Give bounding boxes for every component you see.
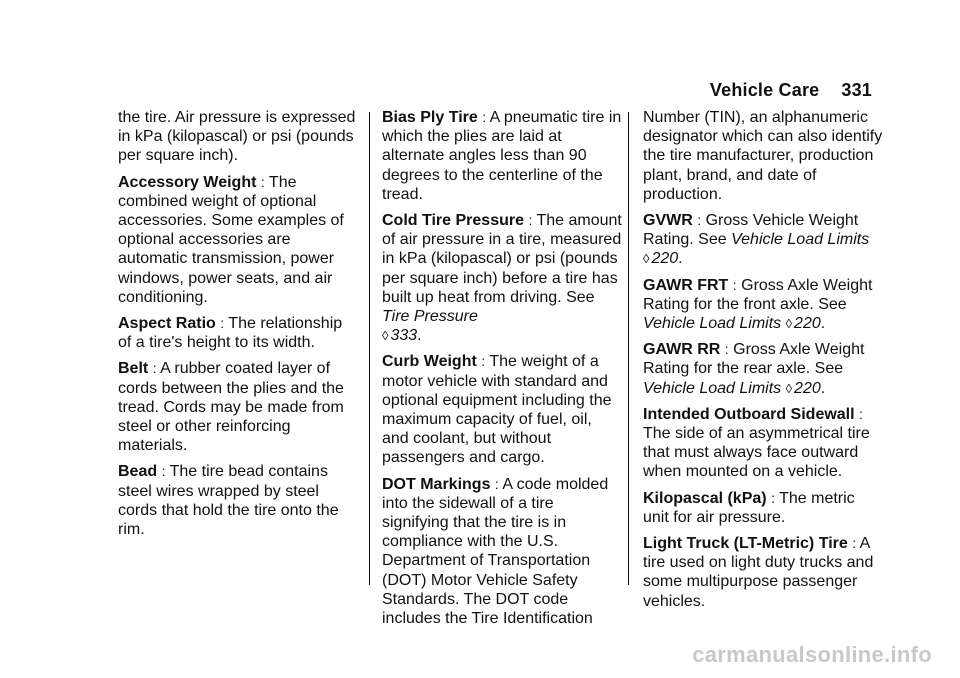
page-reference[interactable]: 220 [651, 250, 679, 268]
glossary-definition: A pneumatic tire in which the plies are laid at alternate angles less than 90 degrees to the centerline of the tread. [382, 109, 622, 203]
glossary-definition: The combined weight of optional accessories. Some examples of optional accessories are automatic transmission, power windows, power seats, and air conditioning. [118, 173, 344, 306]
page-ref-arrow-icon: ◊ [785, 316, 793, 332]
glossary-entry: Cold Tire Pressure : The amount of air pressure in a tire, measured in kPa (kilopascal) or psi (pounds per square inch) before a tire has built up heat from driving. See Tire Pressure ◊ 333. [382, 212, 622, 345]
glossary-definition: Gross Axle Weight Rating for the front axle. See [643, 276, 873, 313]
cross-reference-link[interactable]: Vehicle Load Limits [643, 379, 782, 397]
glossary-definition: The weight of a motor vehicle with standard and optional equipment including the maximum capacity of fuel, oil, and coolant, but without passengers and cargo. [382, 353, 612, 467]
column-1 [118, 108, 358, 546]
glossary-term: GAWR RR [643, 341, 721, 359]
column-divider-2 [628, 112, 629, 585]
glossary-entry: Curb Weight : The weight of a motor vehicle with standard and optional equipment including the maximum capacity of fuel, oil, and coolant, but without passengers and cargo. [382, 353, 612, 467]
glossary-term: Light Truck (LT-Metric) Tire [643, 535, 848, 553]
page-reference[interactable]: 220 [794, 315, 821, 333]
glossary-definition: Gross Axle Weight Rating for the rear axle. See [643, 341, 865, 378]
page-reference[interactable]: 220 [794, 379, 821, 397]
glossary-definition: The side of an asymmetrical tire that must always face outward when mounted on a vehicle. [643, 425, 870, 481]
glossary-definition: The tire bead contains steel wires wrapped by steel cords that hold the tire onto the rim. [118, 463, 339, 539]
glossary-definition: A rubber coated layer of cords between the plies and the tread. Cords may be made from steel or other reinforcing materials. [118, 360, 344, 455]
glossary-definition: The amount of air pressure in a tire, measured in kPa (kilopascal) or psi (pounds per square inch) before a tire has built up heat from driving. See [382, 212, 622, 306]
glossary-term: Bead [118, 463, 158, 481]
glossary-term: DOT Markings [382, 475, 491, 493]
glossary-term: Kilopascal (kPa) [643, 489, 767, 507]
glossary-entry: Kilopascal (kPa) : The metric unit for air pressure. [643, 489, 855, 526]
page-header [710, 80, 872, 101]
column-divider-1 [369, 112, 370, 585]
page-ref-arrow-icon: ◊ [785, 380, 793, 396]
glossary-term: Aspect Ratio [118, 315, 216, 333]
glossary-entry: Belt : A rubber coated layer of cords between the plies and the tread. Cords may be made from steel or other reinforcing materials. [118, 360, 344, 455]
cross-reference-link[interactable]: Vehicle Load Limits [643, 315, 782, 333]
glossary-entry: Intended Outboard Sidewall : The side of an asymmetrical tire that must always face outward when mounted on a vehicle. [643, 405, 870, 481]
glossary-term: GAWR FRT [643, 276, 729, 294]
glossary-term: Bias Ply Tire [382, 109, 478, 126]
continued-text: Number (TIN), an alphanumeric designator which can also identify the tire manufacturer, production plant, brand, and date of production. [643, 109, 883, 203]
glossary-definition: Gross Vehicle Weight Rating. See [643, 212, 859, 249]
page-number: 331 [841, 80, 872, 100]
glossary-entry: GVWR : Gross Vehicle Weight Rating. See Vehicle Load Limits ◊ 220. [643, 212, 870, 268]
glossary-term: Cold Tire Pressure [382, 212, 524, 230]
cross-reference-link[interactable]: Vehicle Load Limits [731, 231, 870, 249]
glossary-definition: A code molded into the sidewall of a tire signifying that the tire is in compliance with the U.S. Department of Transportation (DOT) Motor Vehicle Safety Standards. The DOT code includes the Tire Identification [382, 475, 609, 628]
continued-text: the tire. Air pressure is expressed in kPa (kilopascal) or psi (pounds per square inch). [118, 109, 356, 165]
glossary-entry: Bead : The tire bead contains steel wires wrapped by steel cords that hold the tire onto the rim. [118, 463, 339, 539]
glossary-entry: DOT Markings : A code molded into the sidewall of a tire signifying that the tire is in compliance with the U.S. Department of Transportation (DOT) Motor Vehicle Safety Standards. The DOT code includes the Tire Identification [382, 475, 609, 628]
page-ref-arrow-icon: ◊ [382, 328, 389, 344]
glossary-entry: GAWR RR : Gross Axle Weight Rating for the rear axle. See Vehicle Load Limits ◊ 220. [643, 341, 865, 397]
column-2 [382, 108, 622, 635]
page-ref-arrow-icon: ◊ [643, 251, 650, 267]
section-title: Vehicle Care [709, 80, 820, 100]
glossary-term: Belt [118, 360, 149, 378]
glossary-definition: The metric unit for air pressure. [643, 489, 855, 526]
glossary-definition: The relationship of a tire's height to its width. [118, 315, 343, 352]
glossary-entry: Light Truck (LT-Metric) Tire : A tire used on light duty trucks and some multipurpose passenger vehicles. [643, 535, 874, 610]
cross-reference-link[interactable]: Tire Pressure [382, 308, 478, 326]
column-3 [643, 108, 883, 618]
glossary-term: Intended Outboard Sidewall [643, 405, 855, 423]
glossary-entry: Aspect Ratio : The relationship of a tire's height to its width. [118, 315, 343, 352]
glossary-entry: Accessory Weight : The combined weight of optional accessories. Some examples of optional accessories are automatic transmission, power windows, power seats, and air conditioning. [118, 173, 344, 306]
glossary-term: GVWR [643, 212, 693, 230]
glossary-term: Accessory Weight [118, 173, 257, 191]
glossary-definition: A tire used on light duty trucks and some multipurpose passenger vehicles. [643, 535, 874, 610]
glossary-entry: GAWR FRT : Gross Axle Weight Rating for the front axle. See Vehicle Load Limits ◊ 220. [643, 276, 873, 333]
page-reference[interactable]: 333 [390, 327, 418, 345]
glossary-term: Curb Weight [382, 353, 477, 371]
glossary-entry: Bias Ply Tire : A pneumatic tire in which the plies are laid at alternate angles less than 90 degrees to the centerline of the tread. [382, 109, 622, 203]
watermark: carmanualsonline.info [692, 642, 932, 667]
